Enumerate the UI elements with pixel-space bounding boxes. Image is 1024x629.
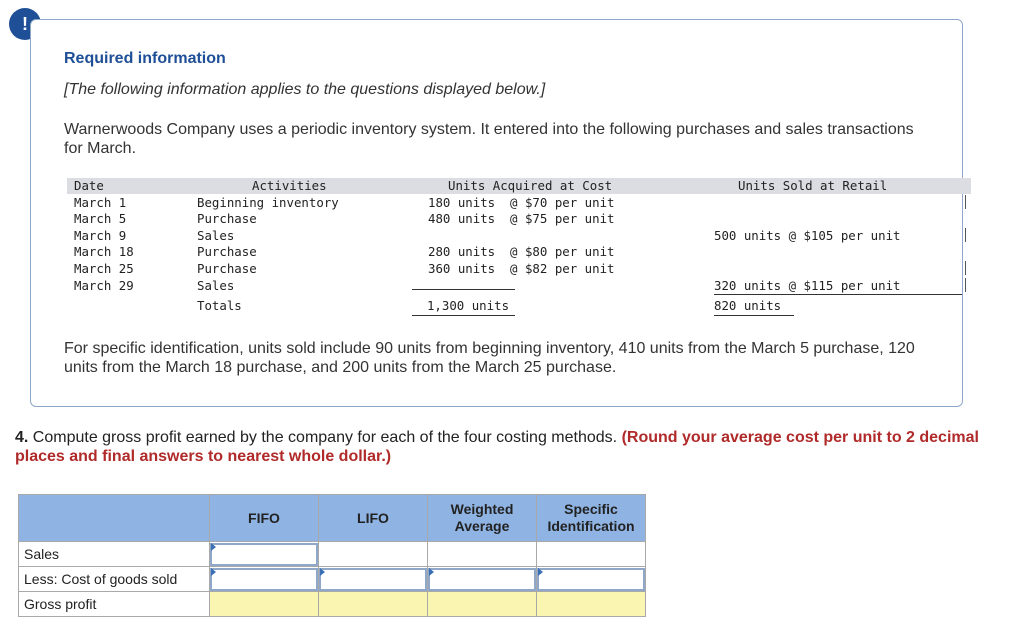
required-info-title: Required information: [64, 50, 226, 67]
sales-specific-input[interactable]: [537, 543, 645, 566]
row-label-sales: Sales: [19, 542, 210, 567]
row-label-gross-profit: Gross profit: [19, 592, 210, 617]
totals-label: Totals: [197, 298, 242, 313]
input-marker-icon: [429, 568, 434, 576]
sales-lifo-input[interactable]: [319, 543, 427, 566]
row-activity: Sales: [197, 278, 235, 293]
intro-paragraph: Warnerwoods Company uses a periodic inventory system. It entered into the following purchases and sales transactions for March.: [64, 121, 914, 157]
header-date: Date: [74, 178, 104, 193]
sales-weighted-cell: [428, 542, 537, 567]
input-marker-icon: [538, 568, 543, 576]
acquired-total-overline: [412, 289, 515, 290]
row-date: March 9: [74, 228, 127, 243]
gross-profit-specific: [537, 592, 646, 617]
row-date: March 29: [74, 278, 134, 293]
totals-acquired: 1,300 units: [426, 298, 510, 313]
cogs-specific-input[interactable]: [537, 568, 645, 591]
row-acquired: 280 units @ $80 per unit: [428, 244, 615, 259]
header-units-acquired: Units Acquired at Cost: [448, 178, 613, 193]
row-sold: 320 units @ $115 per unit: [714, 278, 901, 293]
gross-profit-weighted: [428, 592, 537, 617]
row-date: March 5: [74, 211, 127, 226]
row-sales: [19, 542, 646, 567]
sales-specific-cell: [537, 542, 646, 567]
input-marker-icon: [320, 568, 325, 576]
sales-lifo-cell: [319, 542, 428, 567]
row-date: March 25: [74, 261, 134, 276]
totals-sold: 820 units: [714, 298, 782, 313]
edge-tick: [965, 195, 966, 209]
cogs-weighted-cell: [428, 567, 537, 592]
edge-tick: [965, 261, 966, 275]
question-text: Compute gross profit earned by the company for each of the four costing methods.: [28, 429, 622, 446]
edge-tick: [965, 228, 966, 242]
question-number: 4.: [15, 429, 29, 446]
col-fifo: FIFO: [210, 495, 319, 542]
row-activity: Purchase: [197, 244, 257, 259]
answer-header-row: [19, 495, 646, 542]
col-weighted-average: Weighted Average: [428, 495, 537, 542]
gross-profit-fifo: [210, 592, 319, 617]
cogs-weighted-input[interactable]: [428, 568, 536, 591]
input-marker-icon: [211, 568, 216, 576]
sold-underline: [714, 294, 962, 295]
row-cogs: [19, 567, 646, 592]
row-activity: Purchase: [197, 261, 257, 276]
row-acquired: 360 units @ $82 per unit: [428, 261, 615, 276]
required-info-subtitle: [The following information applies to the questions displayed below.]: [64, 81, 546, 98]
gross-profit-lifo: [319, 592, 428, 617]
edge-tick: [965, 278, 966, 292]
header-units-sold: Units Sold at Retail: [738, 178, 888, 193]
row-gross-profit: [19, 592, 646, 617]
required-information-panel: [30, 19, 963, 407]
cogs-lifo-cell: [319, 567, 428, 592]
row-date: March 1: [74, 195, 127, 210]
specific-identification-note: For specific identification, units sold include 90 units from beginning inventory, 410 units from the March 5 purchase, 120 units from the March 18 purchase, and 200 units from the March 25 purchase.: [64, 340, 915, 376]
row-activity: Purchase: [197, 211, 257, 226]
row-date: March 18: [74, 244, 134, 259]
row-activity: Beginning inventory: [197, 195, 339, 210]
row-label-cogs: Less: Cost of goods sold: [19, 567, 210, 592]
sold-total-underline: [714, 315, 794, 316]
gross-profit-answer-table: [18, 494, 646, 617]
cogs-fifo-cell: [210, 567, 319, 592]
header-activities: Activities: [252, 178, 327, 193]
row-acquired: 480 units @ $75 per unit: [428, 211, 615, 226]
question-4: [15, 428, 1005, 466]
cogs-fifo-input[interactable]: [210, 568, 318, 591]
rounding-instruction: (Round your average cost per unit to 2 decimal places and final answers to nearest whole dollar.): [15, 429, 979, 465]
cogs-lifo-input[interactable]: [319, 568, 427, 591]
acquired-total-underline: [412, 315, 515, 316]
row-acquired: 180 units @ $70 per unit: [428, 195, 615, 210]
sales-fifo-cell: [210, 542, 319, 567]
cogs-specific-cell: [537, 567, 646, 592]
sales-fifo-input[interactable]: [210, 543, 318, 566]
header-blank: [19, 495, 210, 542]
alert-icon: !: [9, 8, 41, 40]
col-lifo: LIFO: [319, 495, 428, 542]
row-activity: Sales: [197, 228, 235, 243]
sales-weighted-input[interactable]: [428, 543, 536, 566]
col-specific-identification: Specific Identification: [537, 495, 646, 542]
input-marker-icon: [211, 543, 216, 551]
row-sold: 500 units @ $105 per unit: [714, 228, 901, 243]
